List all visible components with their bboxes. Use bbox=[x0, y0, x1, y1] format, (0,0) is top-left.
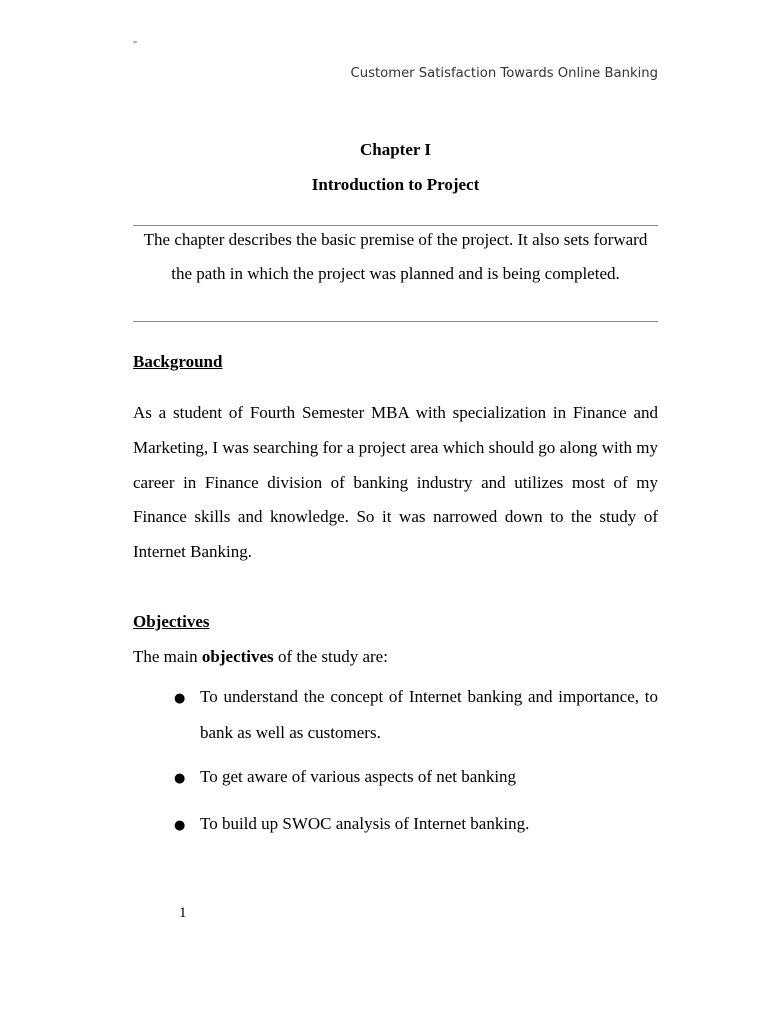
bullet-icon: ● bbox=[174, 771, 186, 786]
objectives-heading: Objectives bbox=[133, 612, 210, 631]
background-heading: Background bbox=[133, 352, 223, 371]
background-paragraph: As a student of Fourth Semester MBA with specialization in Finance and Marketing, I was searching for a project area which should go along with my career in Finance division of banking industry and utilizes most of my Finance skills and knowledge. So it was narrowed down to the study of Internet Banking. bbox=[133, 403, 658, 562]
chapter-number: Chapter I bbox=[360, 140, 431, 159]
page-number: 1 bbox=[179, 905, 187, 921]
running-header: Customer Satisfaction Towards Online Banking bbox=[350, 66, 658, 81]
objectives-intro-end: of the study are: bbox=[273, 647, 388, 666]
list-item-text: To build up SWOC analysis of Internet banking. bbox=[200, 814, 530, 833]
chapter-abstract-box bbox=[133, 225, 658, 322]
chapter-abstract: The chapter describes the basic premise of the project. It also sets forward the path in which the project was planned and is being completed. bbox=[143, 230, 648, 283]
objectives-intro-start: The main bbox=[133, 647, 202, 666]
objectives-intro bbox=[133, 647, 388, 667]
list-item-text: To get aware of various aspects of net banking bbox=[200, 767, 517, 786]
list-item bbox=[174, 768, 658, 795]
bullet-icon: ● bbox=[174, 691, 186, 706]
list-item bbox=[174, 815, 658, 842]
header-mark: " bbox=[133, 40, 138, 51]
list-item bbox=[174, 688, 658, 751]
bullet-icon: ● bbox=[174, 818, 186, 833]
chapter-title: Introduction to Project bbox=[311, 175, 480, 194]
objectives-intro-bold: objectives bbox=[201, 647, 274, 666]
list-item-text: To understand the concept of Internet banking and importance, to bank as well as customers. bbox=[200, 687, 658, 742]
